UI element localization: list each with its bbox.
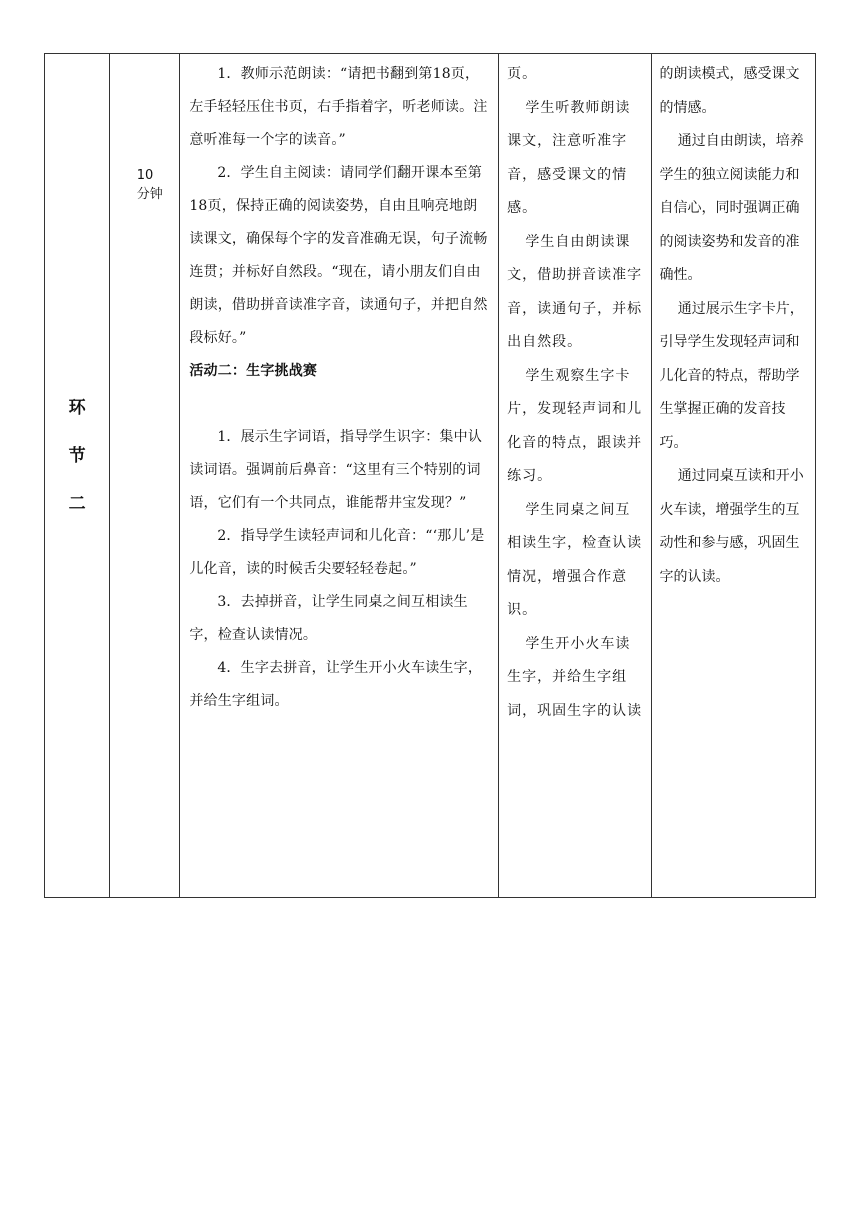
- design-intent-cell: [651, 54, 815, 898]
- teacher-activity-paragraph: 2．指导学生读轻声词和儿化音：“‘那儿’是儿化音，读的时候舌尖要轻轻卷起。”: [189, 528, 485, 577]
- teacher-activity-paragraph: 1．教师示范朗读：“请把书翻到第18页，左手轻轻压住书页，右手指着字，听老师读。注意听准每一个字的读音。”: [189, 66, 488, 148]
- table-row: [45, 54, 816, 898]
- student-activity-paragraph: 学生同桌之间互相读生字，检查认读情况，增强合作意识。: [507, 501, 643, 618]
- student-activity-paragraph: 学生开小火车读生字，并给生字组词，巩固生字的认读: [507, 635, 643, 719]
- teacher-activity-paragraph: 4．生字去拼音，让学生开小火车读生字，并给生字组词。: [189, 660, 483, 709]
- design-intent-paragraph: 通过自由朗读，培养学生的独立阅读能力和自信心，同时强调正确的阅读姿势和发音的准确性。: [659, 133, 804, 283]
- design-intent-paragraph: 通过展示生字卡片，引导学生发现轻声词和儿化音的特点，帮助学生掌握正确的发音技巧。: [659, 300, 804, 451]
- student-activity-paragraph: 学生观察生字卡片，发现轻声词和儿化音的特点，跟读并练习。: [507, 367, 643, 484]
- lesson-plan-table: [44, 53, 816, 898]
- student-activity-paragraph: 学生自由朗读课文，借助拼音读准字音，读通句子，并标出自然段。: [507, 233, 643, 350]
- teacher-activity-paragraph: 3．去掉拼音，让学生同桌之间互相读生字，检查认读情况。: [189, 594, 468, 643]
- design-intent-paragraph: 的朗读模式，感受课文的情感。: [659, 66, 800, 116]
- design-intent-paragraph: 通过同桌互读和开小火车读，增强学生的互动性和参与感，巩固生字的认读。: [659, 468, 804, 585]
- time-label: 10分钟: [136, 168, 163, 202]
- teacher-activity-paragraph: [189, 388, 490, 421]
- teacher-activity-cell: [180, 54, 499, 898]
- teacher-activity-paragraph: 2．学生自主阅读：请同学们翻开课本至第18页，保持正确的阅读姿势，自由且响亮地朗读课文，确保每个字的发音准确无误，句子流畅连贯；并标好自然段。“现在，请小朋友们自由朗读，借助拼音读准字音，读通句子，并把自然段标好。”: [189, 165, 488, 346]
- teacher-activity-paragraph: 1．展示生字词语，指导学生识字：集中认读词语。强调前后鼻音：“这里有三个特别的词语，它们有一个共同点，谁能帮井宝发现？”: [189, 429, 483, 511]
- time-cell: [110, 54, 180, 898]
- stage-cell: [45, 54, 110, 898]
- stage-label: 环节二: [68, 397, 86, 514]
- teacher-activity-paragraph: 活动二：生字挑战赛: [189, 363, 318, 379]
- student-activity-cell: [499, 54, 651, 898]
- student-activity-paragraph: 学生听教师朗读课文，注意听准字音，感受课文的情感。: [507, 99, 631, 216]
- student-activity-paragraph: 页。: [507, 66, 538, 82]
